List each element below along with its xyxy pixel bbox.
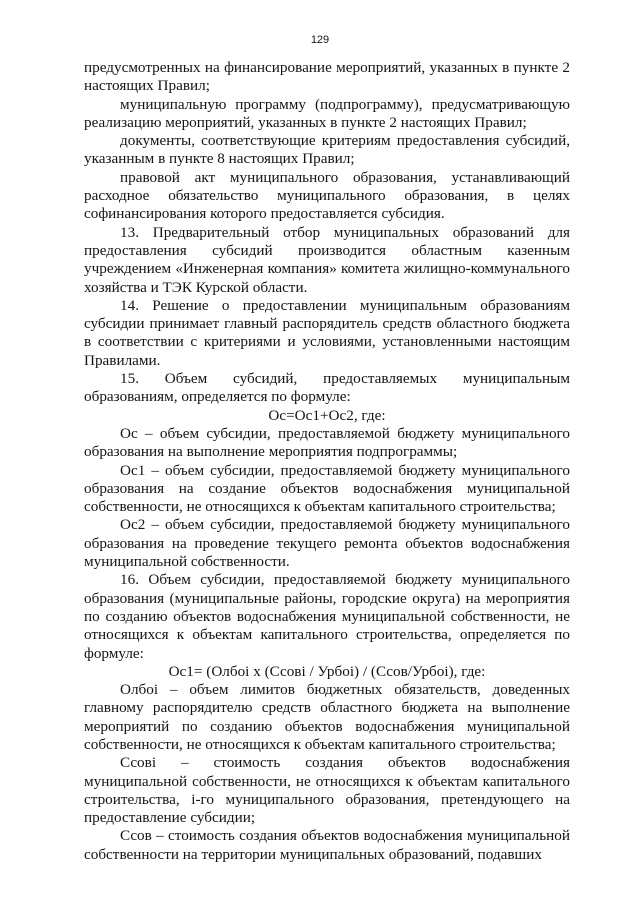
- paragraph-municipal-program: муниципальную программу (подпрограмму), предусматривающую реализацию мероприятий, указанных в пункте 2 настоящих Правил;: [84, 95, 570, 131]
- definition-oc: Ос – объем субсидии, предоставляемой бюджету муниципального образования на выполнение мероприятия подпрограммы;: [84, 424, 570, 461]
- formula-oc1: Ос1= (Олбоi x (Ссовi / Урбоi) / (Ссов/Урбоi), где:: [168, 662, 486, 680]
- paragraph-continuation: предусмотренных на финансирование мероприятий, указанных в пункте 2 настоящих Правил;: [84, 59, 570, 95]
- document-body: [84, 59, 570, 864]
- definition-oc2: Ос2 – объем субсидии, предоставляемой бюджету муниципального образования на проведение текущего ремонта объектов водоснабжения муниципальной собственности.: [84, 516, 570, 571]
- paragraph-13: 13. Предварительный отбор муниципальных образований для предоставления субсидий производится областным казенным учреждением «Инженерная компания» комитета жилищно-коммунального хозяйства и ТЭК Курской области.: [84, 223, 570, 296]
- page-number: 129: [310, 34, 330, 46]
- definition-oc1: Ос1 – объем субсидии, предоставляемой бюджету муниципального образования на создание объектов водоснабжения муниципальной собственности, не относящихся к объектам капитального строительства;: [84, 461, 570, 516]
- definition-ssovi: Ссовi – стоимость создания объектов водоснабжения муниципальной собственности, не относящихся к объектам капитального строительства, i-го муниципального образования, претендующего на предоставление субсидии;: [84, 754, 570, 827]
- paragraph-legal-act: правовой акт муниципального образования, устанавливающий расходное обязательство муниципального образования, в целях софинансирования которого предоставляется субсидия.: [84, 168, 570, 223]
- paragraph-14: 14. Решение о предоставлении муниципальным образованиям субсидии принимает главный распорядитель средств областного бюджета в соответствии с критериями и условиями, установленными настоящим Правилами.: [84, 296, 570, 369]
- paragraph-16: 16. Объем субсидии, предоставляемой бюджету муниципального образования (муниципальные районы, городские округа) на мероприятия по созданию объектов водоснабжения муниципальной собственности, не относящихся к объектам капитального строительства, определяется по формуле:: [84, 571, 570, 662]
- formula-total-subsidy: Ос=Ос1+Ос2, где:: [268, 406, 386, 424]
- definition-olboi: Олбоi – объем лимитов бюджетных обязательств, доведенных главному распорядителю средств областного бюджета на выполнение мероприятий по созданию объектов водоснабжения муниципальной собственности, не относящихся к объектам капитального строительства;: [84, 681, 570, 753]
- definition-ssov: Ссов – стоимость создания объектов водоснабжения муниципальной собственности на территории муниципальных образований, подавших: [84, 827, 570, 863]
- paragraph-15: 15. Объем субсидий, предоставляемых муниципальным образованиям, определяется по формуле:: [84, 370, 570, 406]
- paragraph-criteria-documents: документы, соответствующие критериям предоставления субсидий, указанным в пункте 8 настоящих Правил;: [84, 132, 570, 168]
